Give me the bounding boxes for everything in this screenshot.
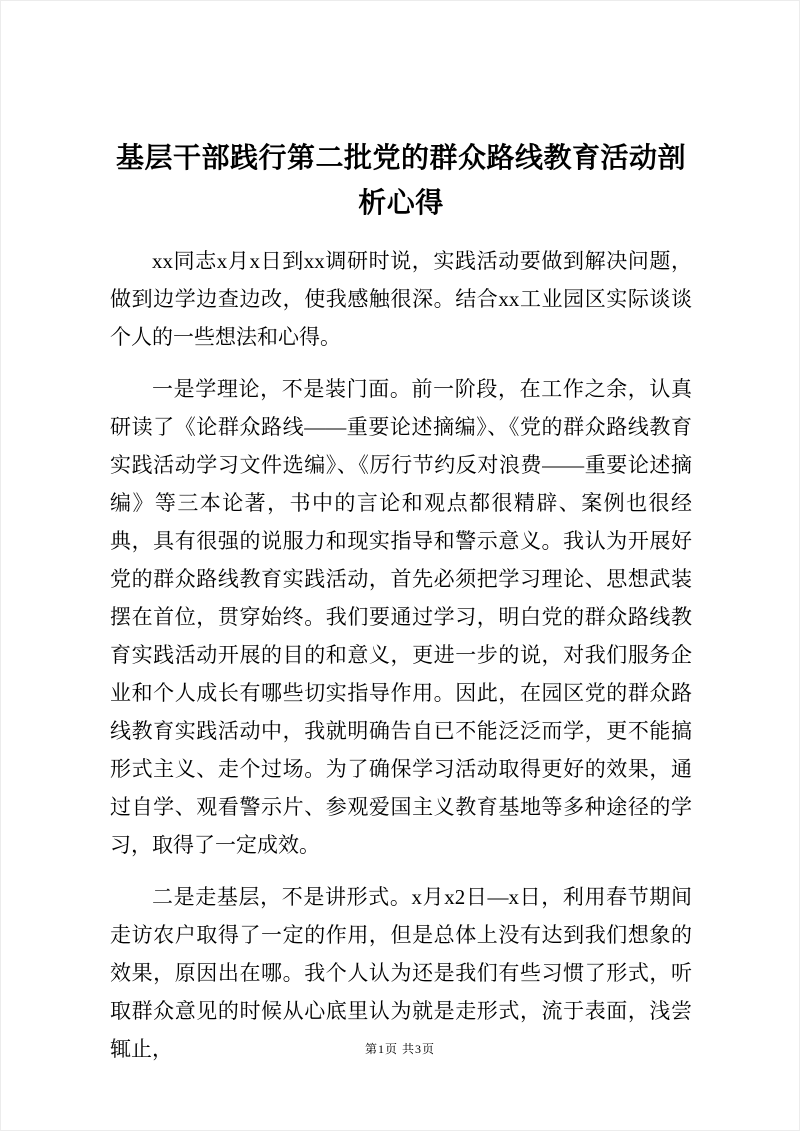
body-paragraph: xx同志x月x日到xx调研时说，实践活动要做到解决问题，做到边学边查边改，使我感触很深。结合xx工业园区实际谈谈个人的一些想法和心得。 <box>110 249 692 349</box>
document-title: 基层干部践行第二批党的群众路线教育活动剖析心得 <box>115 143 686 219</box>
body-paragraph: 一是学理论，不是装门面。前一阶段，在工作之余，认真研读了《论群众路线——重要论述摘编》、《党的群众路线教育实践活动学习文件选编》、《厉行节约反对浪费——重要论述摘编》等三本论著，书中的言论和观点都很精辟、案例也很经典，具有很强的说服力和现实指导和警示意义。我认为开展好党的群众路线教育实践活动，首先必须把学习理论、思想武装摆在首位，贯穿始终。我们要通过学习，明白党的群众路线教育实践活动开展的目的和意义，更进一步的说，对我们服务企业和个人成长有哪些切实指导作用。因此，在园区党的群众路线教育实践活动中，我就明确告自已不能泛泛而学，更不能搞形式主义、走个过场。为了确保学习活动取得更好的效果，通过自学、观看警示片、参观爱国主义教育基地等多种途径的学习，取得了一定成效。 <box>110 377 692 857</box>
page-footer <box>0 1040 800 1057</box>
body-paragraph: 二是走基层，不是讲形式。x月x2日—x日，利用春节期间走访农户取得了一定的作用，但是总体上没有达到我们想象的效果，原因出在哪。我个人认为还是我们有些习惯了形式，听取群众意见的时候从心底里认为就是走形式，流于表面，浅尝辄止， <box>110 885 692 1061</box>
page-number-label: 第1页 共3页 <box>364 1042 435 1056</box>
